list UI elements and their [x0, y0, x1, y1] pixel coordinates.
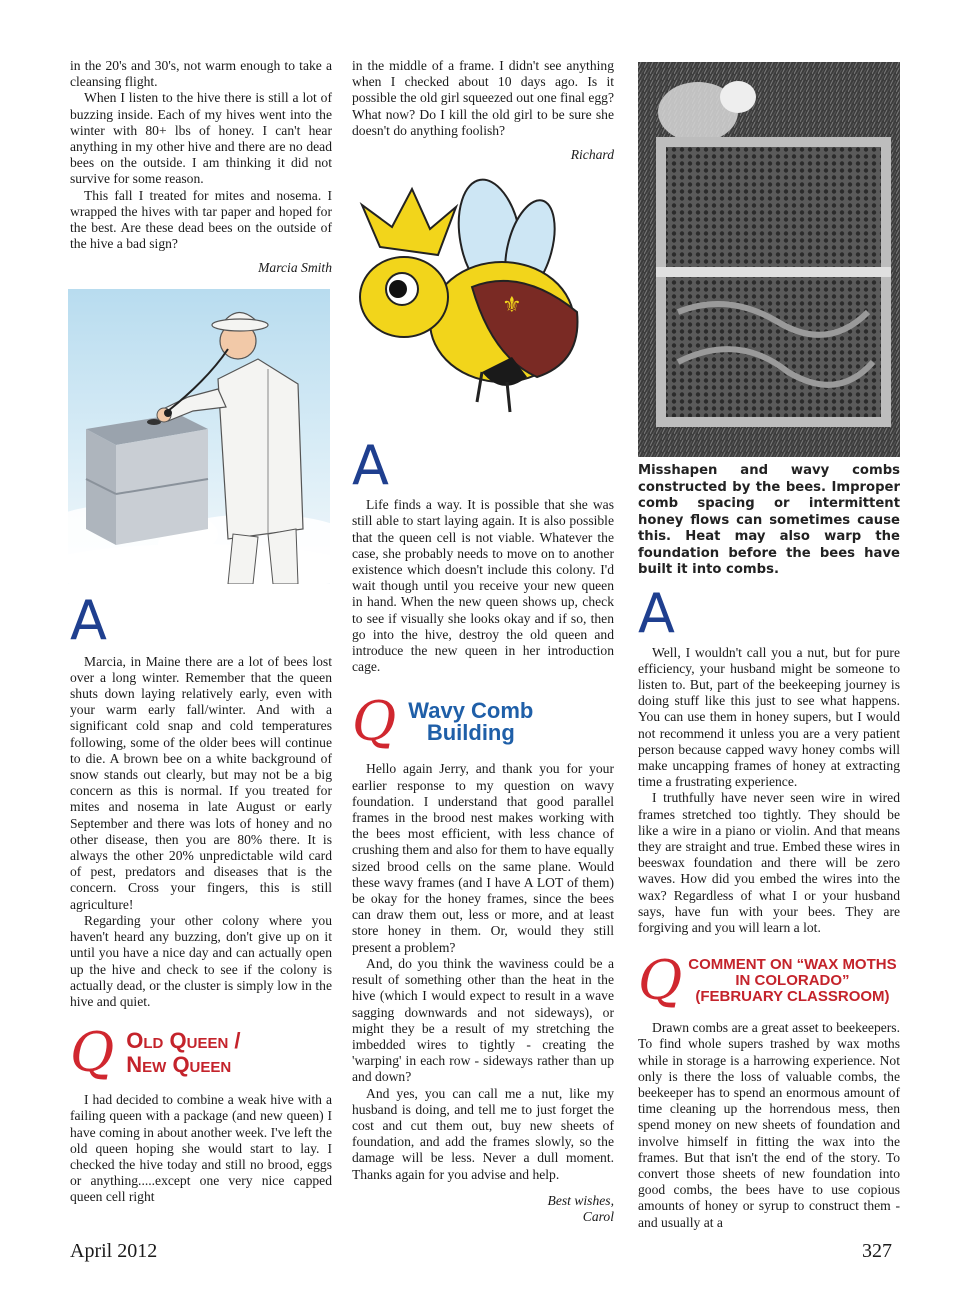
question-title [408, 700, 533, 744]
question-title-line: COMMENT ON “WAX MOTHS [688, 956, 897, 974]
question-heading-wax-moths [638, 949, 900, 1013]
letter-signoff [352, 1193, 614, 1225]
photo-caption: Misshapen and wavy combs constructed by the bees. Improper comb spacing or intermittent honey flows can sometimes cause this. Heat may also warp the foundation before the bees have built it into combs. [638, 463, 900, 577]
column-3 [638, 58, 900, 1231]
column-2 [352, 58, 614, 1225]
question-title [126, 1029, 240, 1077]
question-title-line: IN COLORADO” [735, 972, 850, 990]
answer-a-icon: A [352, 434, 389, 498]
page-number: 327 [862, 1240, 892, 1262]
issue-date: April 2012 [70, 1240, 158, 1262]
question-heading-old-queen [70, 1021, 332, 1085]
signoff-name: Carol [582, 1208, 614, 1224]
svg-text:⚜: ⚜ [502, 293, 522, 319]
question-title [688, 957, 896, 1005]
question-paragraph: And yes, you can call me a nut, like my husband is doing, and tell me to just forget the cost and cut them out, buy new sheets of foundation, and add the frames slowly, so the damage will be less. Never a dull moment. Thanks again for you advise and help. [352, 1085, 614, 1182]
answer-a-icon: A [70, 588, 107, 652]
answer-a-icon: A [638, 581, 675, 645]
question-paragraph: Hello again Jerry, and thank you for your earlier response to my question on wavy foundation. I understand that good parallel frames in the brood nest makes working with the bees most efficient, with less chance of crushing them and also for them to have equally sized brood cells on the same plane. Would these wavy frames (and I have A LOT of them) be okay for the honey frames, since the bees can draw them out, less or more, and at least store honey in them. Or, would they still present a problem? [352, 761, 614, 955]
letter-signature: Marcia Smith [258, 260, 332, 276]
wavy-comb-photo [638, 62, 900, 457]
question-title-line: Old Queen / [126, 1028, 241, 1054]
question-paragraph: I had decided to combine a weak hive with a failing queen with a package (and new queen) I have coming in about another week. I've left the old queen hoping she would start to lay. I checked the hive today and still no brood, eggs or anything.....except one very nice capped queen cell right [70, 1092, 332, 1205]
question-paragraph: And, do you think the waviness could be a result of something other than the heat in the hive (which I would expect to result in a wave sagging downwards and not sideways), or might they be a result of my stretching the imbedded wires to tightly - creating the 'warping' in each row - sideways rather than up and down? [352, 955, 614, 1085]
question-q-icon: Q [70, 1021, 115, 1085]
question-title-line: Building [426, 720, 515, 746]
letter-paragraph: in the 20's and 30's, not warm enough to take a cleansing flight. [70, 58, 332, 90]
beekeeper-illustration [68, 289, 330, 584]
signoff-line: Best wishes, [547, 1192, 614, 1208]
question-title-line: Wavy Comb [408, 698, 534, 724]
question-heading-wavy-comb [352, 690, 614, 754]
question-title-line: New Queen [126, 1052, 232, 1078]
column-1 [70, 58, 332, 1206]
question-paragraph: Drawn combs are a great asset to beekeepers. To find whole supers trashed by wax moths while in storage is a harrowing experience. Not only is there the loss of valuable combs, the beekeeper has to spend an enormous amount of time cleaning up the horrendous mess, then spend money on new sheets of foundation and involve himself in fitting the wax into the frames. But that isn't the end of the story. To convert those sheets of new foundation into good combs, the bees have to use copious amounts of honey or syrup to construct them - and usually at a [638, 1020, 900, 1230]
letter-paragraph: in the middle of a frame. I didn't see anything when I checked about 10 days ago. Is it possible the old girl squeezed out one final egg? What now? Do I kill the old girl to be sure she doesn't do anything foolish? [352, 58, 614, 138]
question-q-icon: Q [638, 949, 683, 1013]
answer-paragraph: Marcia, in Maine there are a lot of bees lost over a long winter. Remember that the queen shuts down laying relatively early, even with your warm early fall/winter. And with a significant cold snap and cold temperatures following, some of the older bees will continue to die. A brown bee on a white background of snow stands out clearly, but may not be a big concern as this is normal. If you treated for mites and nosema in late August or early September and there was lots of honey and no other disease, then you are 80% there. It is always the other 20% unpredictable wild card of pest, predators and diseases that is the concern. Cross your fingers, this is still agriculture! [70, 653, 332, 912]
letter-paragraph: When I listen to the hive there is still a lot of buzzing inside. Each of my hives went into the winter with 80+ lbs of honey. I can't hear anything in my other hive and there are no dead bees on the outside. I am thinking it did not survive for some reason. [70, 90, 332, 187]
answer-paragraph: Life finds a way. It is possible that she was still able to start laying again. It is also possible that the queen cell is not viable. Whatever the case, she probably needs to move on to another existence which doesn't include this colony. I'd wait though until you receive your new queen in hand. When the new queen shows up, check to see if visually she looks okay and if so, then go into the hive, destroy the old queen and introduce the new queen in her introduction cage. [352, 497, 614, 675]
question-q-icon: Q [352, 690, 397, 754]
queen-bee-illustration [352, 177, 614, 437]
letter-signature: Richard [570, 147, 614, 163]
answer-paragraph: Well, I wouldn't call you a nut, but for pure efficiency, your husband might be someone to listen to. But, part of the beekeeping journey is doing stuff like this just to see what happens. You can use them in honey supers, but I would not recommend it unless you are a very patient person because capped wavy honey combs will make uncapping frames of honey at extracting time a frustrating experience. [638, 644, 900, 790]
question-title-line: (FEBRUARY CLASSROOM) [695, 988, 890, 1006]
letter-paragraph: This fall I treated for mites and nosema. I wrapped the hives with tar paper and hoped for the best. Are these dead bees on the outside of the hive a bad sign? [70, 187, 332, 252]
answer-paragraph: Regarding your other colony where you haven't heard any buzzing, don't give up on it until you have a nice day and can actually open up the hive and check to see if the colony is actually dead, or the cluster is simply low in the hive and quiet. [70, 912, 332, 1009]
answer-paragraph: I truthfully have never seen wire in wired frames stretched too tightly. They should be like a wire in a piano or violin. And that means they are straight and true. Embed these wires in beeswax foundation and there will be zero waves. How did you embed the wires into the wax? Regardless of what I or your husband says, have fun with your bees. They are forgiving and you will learn a lot. [638, 790, 900, 935]
